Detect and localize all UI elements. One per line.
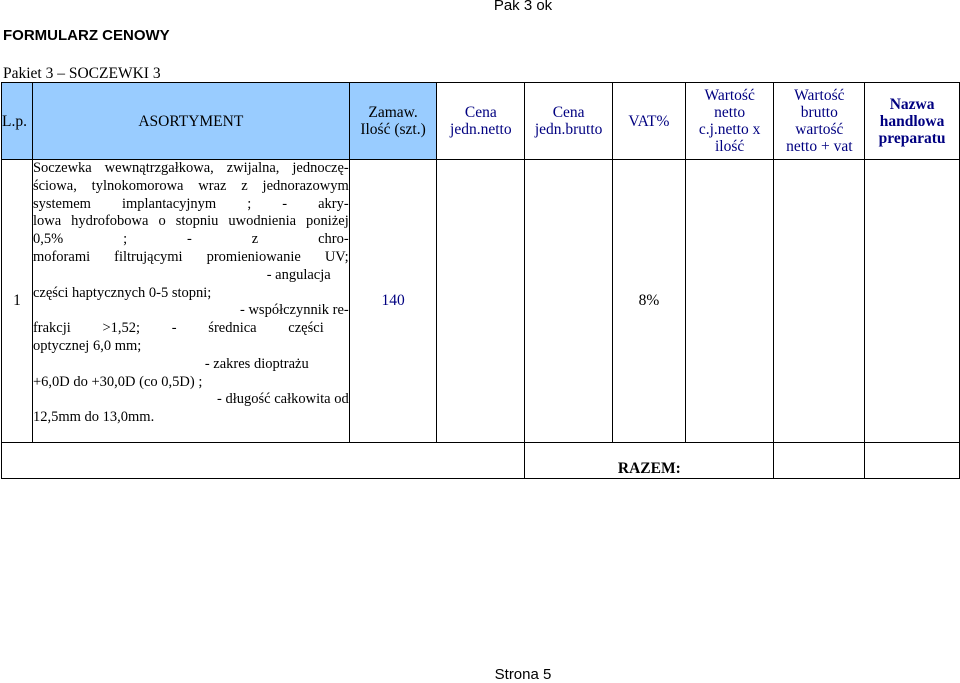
header-cena-brutto-line1: Cena [552, 104, 585, 121]
header-wartosc-netto-line2: netto [714, 104, 746, 121]
summary-row [2, 443, 960, 479]
header-wartosc-brutto-line1: Wartość [794, 87, 845, 104]
header-nazwa-line2: handlowa [879, 112, 945, 130]
header-wartosc-brutto-line3: wartość [795, 121, 844, 138]
header-wartosc-brutto [774, 83, 865, 160]
row-lp: 1 [2, 160, 33, 443]
header-zamaw-line1: Zamaw. [368, 104, 418, 121]
price-table [1, 82, 960, 479]
header-wartosc-brutto-line4: netto + vat [786, 138, 853, 155]
header-row [2, 83, 960, 160]
description-line: +6,0D do +30,0D (co 0,5D) ; [32, 373, 203, 390]
form-title: FORMULARZ CENOWY [3, 27, 170, 44]
row-nazwa-handlowa[interactable] [865, 160, 960, 443]
page-footer: Strona 5 [494, 666, 552, 683]
header-wartosc-netto-line3: c.j.netto x [698, 121, 761, 138]
header-lp: L.p. [2, 83, 33, 160]
description-line: moforami filtrującymi promieniowanie UV; [32, 248, 349, 265]
description-line: - angulacja [266, 266, 331, 283]
header-cena-netto-line2: jedn.netto [450, 121, 512, 138]
description-line: ściowa, tylnokomorowa wraz z jednorazowym [32, 177, 349, 194]
header-cena-brutto-line2: jedn.brutto [534, 121, 603, 138]
razem-wartosc-brutto[interactable] [774, 443, 865, 479]
header-vat: VAT% [613, 83, 686, 160]
table-row [2, 160, 960, 443]
description-line: 0,5% ; - z chro- [32, 231, 349, 248]
description-line: 12,5mm do 13,0mm. [32, 409, 155, 426]
header-wartosc-netto-line4: ilość [715, 138, 745, 155]
razem-label: RAZEM: [525, 443, 774, 479]
description-line: lowa hydrofobowa o stopniu uwodnienia poniżej [32, 213, 349, 230]
summary-spacer [2, 443, 525, 479]
header-nazwa [865, 83, 960, 160]
header-zamaw-line2: Ilość (szt.) [360, 121, 426, 138]
description-line: - współczynnik re- [240, 302, 349, 319]
header-nazwa-line3: preparatu [878, 129, 946, 147]
row-cena-brutto[interactable] [525, 160, 613, 443]
header-wartosc-brutto-line2: brutto [800, 104, 838, 121]
package-title: Pakiet 3 – SOCZEWKI 3 [3, 65, 161, 82]
row-quantity: 140 [349, 160, 437, 443]
row-wartosc-netto[interactable] [685, 160, 774, 443]
row-wartosc-brutto[interactable] [774, 160, 865, 443]
description-line: systemem implantacyjnym ; - akry- [32, 195, 349, 212]
header-wartosc-netto [685, 83, 774, 160]
description-line: części haptycznych 0-5 stopni; [32, 284, 212, 301]
header-cena-netto-line1: Cena [464, 104, 497, 121]
description-line: - zakres dioptrażu [204, 355, 309, 372]
header-asortyment: ASORTYMENT [32, 83, 349, 160]
row-description [32, 160, 349, 443]
description-line: optycznej 6,0 mm; [32, 337, 142, 354]
header-cena-brutto [525, 83, 613, 160]
description-line: frakcji >1,52; - średnica części [32, 320, 324, 337]
description-line: - długość całkowita od [217, 391, 349, 408]
header-zamaw [349, 83, 437, 160]
razem-nazwa [865, 443, 960, 479]
row-cena-netto[interactable] [437, 160, 525, 443]
header-cena-netto [437, 83, 525, 160]
header-wartosc-netto-line1: Wartość [704, 87, 755, 104]
page-header: Pak 3 ok [493, 0, 553, 14]
header-nazwa-line1: Nazwa [889, 95, 935, 113]
row-vat: 8% [613, 160, 686, 443]
description-line: Soczewka wewnątrzgałkowa, zwijalna, jednoczę- [32, 160, 349, 176]
